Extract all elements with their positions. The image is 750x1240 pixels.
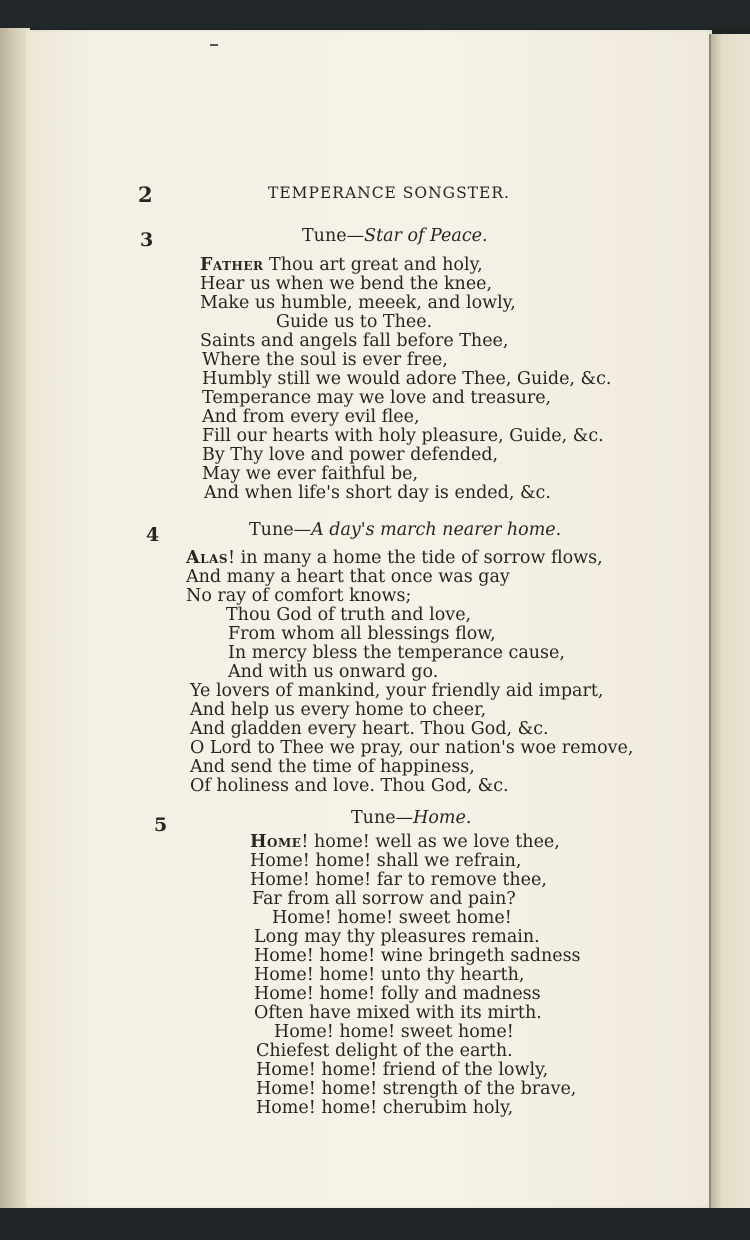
first-word: Home (250, 832, 302, 852)
scanner-background-top (0, 0, 750, 28)
verse-line: And many a heart that once was gay (186, 567, 510, 587)
verse-line: Temperance may we love and treasure, (202, 388, 552, 408)
verse-line: Home! home! cherubim holy, (256, 1098, 514, 1118)
verse-line: Home! home! sweet home! (272, 908, 512, 928)
verse-line-text: ! in many a home the tide of sorrow flows, (228, 548, 603, 568)
song-number: 5 (154, 814, 168, 836)
verse-line: And from every evil flee, (202, 407, 420, 427)
verse-line: Where the soul is ever free, (202, 350, 448, 370)
verse-line: No ray of comfort knows; (186, 586, 412, 606)
verse-line: Home! home! folly and madness (254, 984, 541, 1004)
tune-name: Home. (413, 808, 472, 828)
verse-line: And help us every home to cheer, (190, 700, 487, 720)
tune-name: A day's march nearer home. (311, 520, 562, 540)
page-number: 2 (138, 182, 153, 207)
verse-line: Home! home! sweet home! (274, 1022, 514, 1042)
verse-line: Home! home! far to remove thee, (250, 870, 547, 890)
verse-line: Home! home! shall we refrain, (250, 851, 522, 871)
tune-prefix: Tune— (302, 226, 365, 246)
tune-name: Star of Peace. (364, 226, 488, 246)
verse-line: Chiefest delight of the earth. (256, 1041, 513, 1061)
verse-line: O Lord to Thee we pray, our nation's woe remove, (190, 738, 634, 758)
verse-line: In mercy bless the temperance cause, (228, 643, 565, 663)
verse-line: And send the time of happiness, (190, 757, 475, 777)
verse-line: Humbly still we would adore Thee, Guide, &c. (202, 369, 612, 389)
right-page-edge (710, 34, 750, 1208)
verse-line: Guide us to Thee. (276, 312, 433, 332)
verse-line: May we ever faithful be, (202, 464, 419, 484)
first-word: Father (200, 255, 264, 275)
scanner-background-bottom (0, 1208, 750, 1240)
print-mark (210, 44, 218, 46)
tune-heading (249, 520, 561, 540)
first-word: Alas (186, 548, 228, 568)
verse-line: Ye lovers of mankind, your friendly aid impart, (190, 681, 604, 701)
running-title: TEMPERANCE SONGSTER. (268, 184, 510, 202)
verse-line: Fill our hearts with holy pleasure, Guide, &c. (202, 426, 604, 446)
verse-line: Saints and angels fall before Thee, (200, 331, 509, 351)
verse-line: From whom all blessings flow, (228, 624, 496, 644)
verse-line-text: Thou art great and holy, (263, 255, 483, 275)
verse-line: Hear us when we bend the knee, (200, 274, 493, 294)
verse-line: Far from all sorrow and pain? (252, 889, 516, 909)
verse-line: Long may thy pleasures remain. (254, 927, 540, 947)
verse-line (250, 833, 560, 852)
verse-line (186, 549, 603, 568)
verse-line: Make us humble, meeek, and lowly, (200, 293, 516, 313)
verse-line: Of holiness and love. Thou God, &c. (190, 776, 509, 796)
song-number: 3 (140, 229, 154, 251)
verse-line: By Thy love and power defended, (202, 445, 499, 465)
tune-heading (351, 808, 471, 828)
song-number: 4 (146, 524, 160, 546)
verse-line: And with us onward go. (228, 662, 439, 682)
tune-heading (302, 226, 488, 246)
tune-prefix: Tune— (249, 520, 312, 540)
page-gutter-line (709, 34, 711, 1208)
verse-line: And gladden every heart. Thou God, &c. (190, 719, 549, 739)
verse-line: Home! home! strength of the brave, (256, 1079, 577, 1099)
verse-line: Home! home! unto thy hearth, (254, 965, 525, 985)
verse-line: Thou God of truth and love, (226, 605, 472, 625)
verse-line (200, 256, 483, 275)
verse-line: Often have mixed with its mirth. (254, 1003, 542, 1023)
verse-line: Home! home! wine bringeth sadness (254, 946, 581, 966)
verse-line: And when life's short day is ended, &c. (204, 483, 551, 503)
tune-prefix: Tune— (351, 808, 414, 828)
verse-line-text: ! home! well as we love thee, (301, 832, 560, 852)
verse-line: Home! home! friend of the lowly, (256, 1060, 549, 1080)
